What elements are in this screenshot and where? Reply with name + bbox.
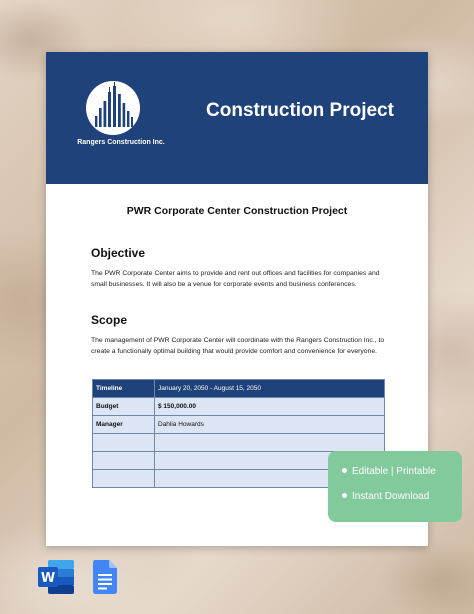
feature-label: Editable | Printable bbox=[352, 466, 436, 477]
timeline-value: January 20, 2050 - August 15, 2050 bbox=[155, 380, 385, 398]
header-banner bbox=[46, 52, 428, 184]
table-row bbox=[93, 380, 385, 398]
word-icon[interactable] bbox=[38, 560, 76, 594]
table-row bbox=[93, 434, 385, 452]
scope-text: The management of PWR Corporate Center will coordinate with the Rangers Construction Inc., to create a functionally optimal building that would provide comfort and convenience for everyone. bbox=[91, 337, 385, 355]
budget-value: $ 150,000.00 bbox=[155, 398, 385, 416]
document-title: PWR Corporate Center Construction Project bbox=[126, 205, 348, 217]
table-row bbox=[93, 398, 385, 416]
manager-label: Manager bbox=[93, 416, 155, 434]
bullet-icon bbox=[342, 468, 347, 473]
timeline-label: Timeline bbox=[93, 380, 155, 398]
empty-cell bbox=[93, 452, 155, 470]
table-row bbox=[93, 416, 385, 434]
empty-cell bbox=[93, 470, 155, 488]
budget-label: Budget bbox=[93, 398, 155, 416]
manager-value: Dahlia Howards bbox=[155, 416, 385, 434]
objective-heading: Objective bbox=[91, 246, 146, 260]
building-skyline-icon bbox=[86, 81, 140, 135]
feature-item bbox=[342, 491, 429, 502]
banner-title: Construction Project bbox=[206, 100, 394, 121]
google-docs-icon[interactable] bbox=[93, 560, 117, 594]
feature-item bbox=[342, 466, 436, 477]
features-badge bbox=[328, 451, 462, 522]
company-name: Rangers Construction Inc. bbox=[77, 139, 165, 146]
bullet-icon bbox=[342, 493, 347, 498]
scope-heading: Scope bbox=[91, 313, 128, 327]
feature-label: Instant Download bbox=[352, 491, 430, 502]
word-letter: W bbox=[40, 571, 56, 586]
empty-cell bbox=[93, 434, 155, 452]
objective-text: The PWR Corporate Center aims to provide and rent out offices and facilities for companies and small businesses. It will also be a venue for corporate events and business conferences. bbox=[91, 270, 380, 288]
empty-cell bbox=[155, 434, 385, 452]
